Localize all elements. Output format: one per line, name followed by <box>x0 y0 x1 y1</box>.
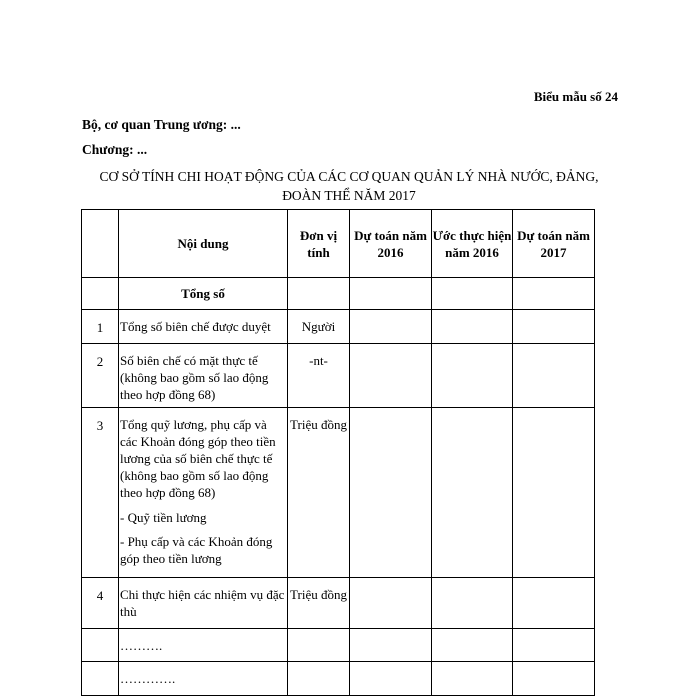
row-unit: Người <box>288 310 350 344</box>
row-stt: 2 <box>82 344 119 408</box>
header-row <box>82 210 595 278</box>
row-unit: -nt- <box>288 344 350 408</box>
cell <box>513 278 595 310</box>
document-title <box>82 167 616 205</box>
cell <box>513 310 595 344</box>
row-subitem-allowance: - Phụ cấp và các Khoản đóng góp theo tiền lương <box>120 534 273 566</box>
row-stt: 3 <box>82 408 119 578</box>
cell <box>513 408 595 578</box>
ministry-label: Bộ, cơ quan Trung ương: ... <box>82 117 241 132</box>
cell <box>432 278 513 310</box>
header-actual-2016: Ước thực hiện năm 2016 <box>432 210 513 278</box>
cell <box>350 310 432 344</box>
table-row <box>82 578 595 629</box>
cell <box>350 344 432 408</box>
row-unit <box>288 662 350 696</box>
table-row <box>82 629 595 662</box>
row-content: ………. <box>119 629 288 662</box>
chapter-label: Chương: ... <box>82 142 148 157</box>
row-content-main: Tổng quỹ lương, phụ cấp và các Khoản đóng góp theo tiền lương của số biên chế thực tế (không bao gồm số lao động theo hợp đồng 68) <box>120 417 276 500</box>
row-stt: 1 <box>82 310 119 344</box>
cell <box>82 278 119 310</box>
row-content: Tổng số biên chế được duyệt <box>119 310 288 344</box>
row-stt <box>82 629 119 662</box>
cell <box>513 578 595 629</box>
total-row <box>82 278 595 310</box>
row-content: Số biên chế có mặt thực tế (không bao gồm số lao động theo hợp đồng 68) <box>119 344 288 408</box>
cell <box>432 629 513 662</box>
cell <box>432 310 513 344</box>
table-row <box>82 662 595 696</box>
cell <box>432 662 513 696</box>
cell <box>432 344 513 408</box>
row-unit: Triệu đồng <box>288 578 350 629</box>
cell <box>350 662 432 696</box>
budget-table <box>81 209 595 696</box>
cell <box>350 578 432 629</box>
header-estimate-2017: Dự toán năm 2017 <box>513 210 595 278</box>
cell <box>350 278 432 310</box>
cell <box>513 629 595 662</box>
header-stt <box>82 210 119 278</box>
form-number: Biểu mẫu số 24 <box>533 89 618 104</box>
cell <box>432 408 513 578</box>
header-estimate-2016: Dự toán năm 2016 <box>350 210 432 278</box>
row-subitem-salary: - Quỹ tiền lương <box>120 510 207 525</box>
row-content: …………. <box>119 662 288 696</box>
cell <box>288 278 350 310</box>
table-row <box>82 344 595 408</box>
cell <box>513 662 595 696</box>
table-row <box>82 310 595 344</box>
row-content: Chi thực hiện các nhiệm vụ đặc thù <box>119 578 288 629</box>
cell <box>350 408 432 578</box>
row-content <box>119 408 288 578</box>
title-line-1: CƠ SỞ TÍNH CHI HOẠT ĐỘNG CỦA CÁC CƠ QUAN QUẢN LÝ NHÀ NƯỚC, ĐẢNG, <box>99 169 599 184</box>
title-line-2: ĐOÀN THỂ NĂM 2017 <box>282 188 416 203</box>
row-unit <box>288 629 350 662</box>
cell <box>432 578 513 629</box>
header-content: Nội dung <box>119 210 288 278</box>
row-stt: 4 <box>82 578 119 629</box>
total-label: Tổng số <box>119 278 288 310</box>
cell <box>350 629 432 662</box>
cell <box>513 344 595 408</box>
row-unit: Triệu đồng <box>288 408 350 578</box>
table-row <box>82 408 595 578</box>
header-unit: Đơn vị tính <box>288 210 350 278</box>
row-stt <box>82 662 119 696</box>
